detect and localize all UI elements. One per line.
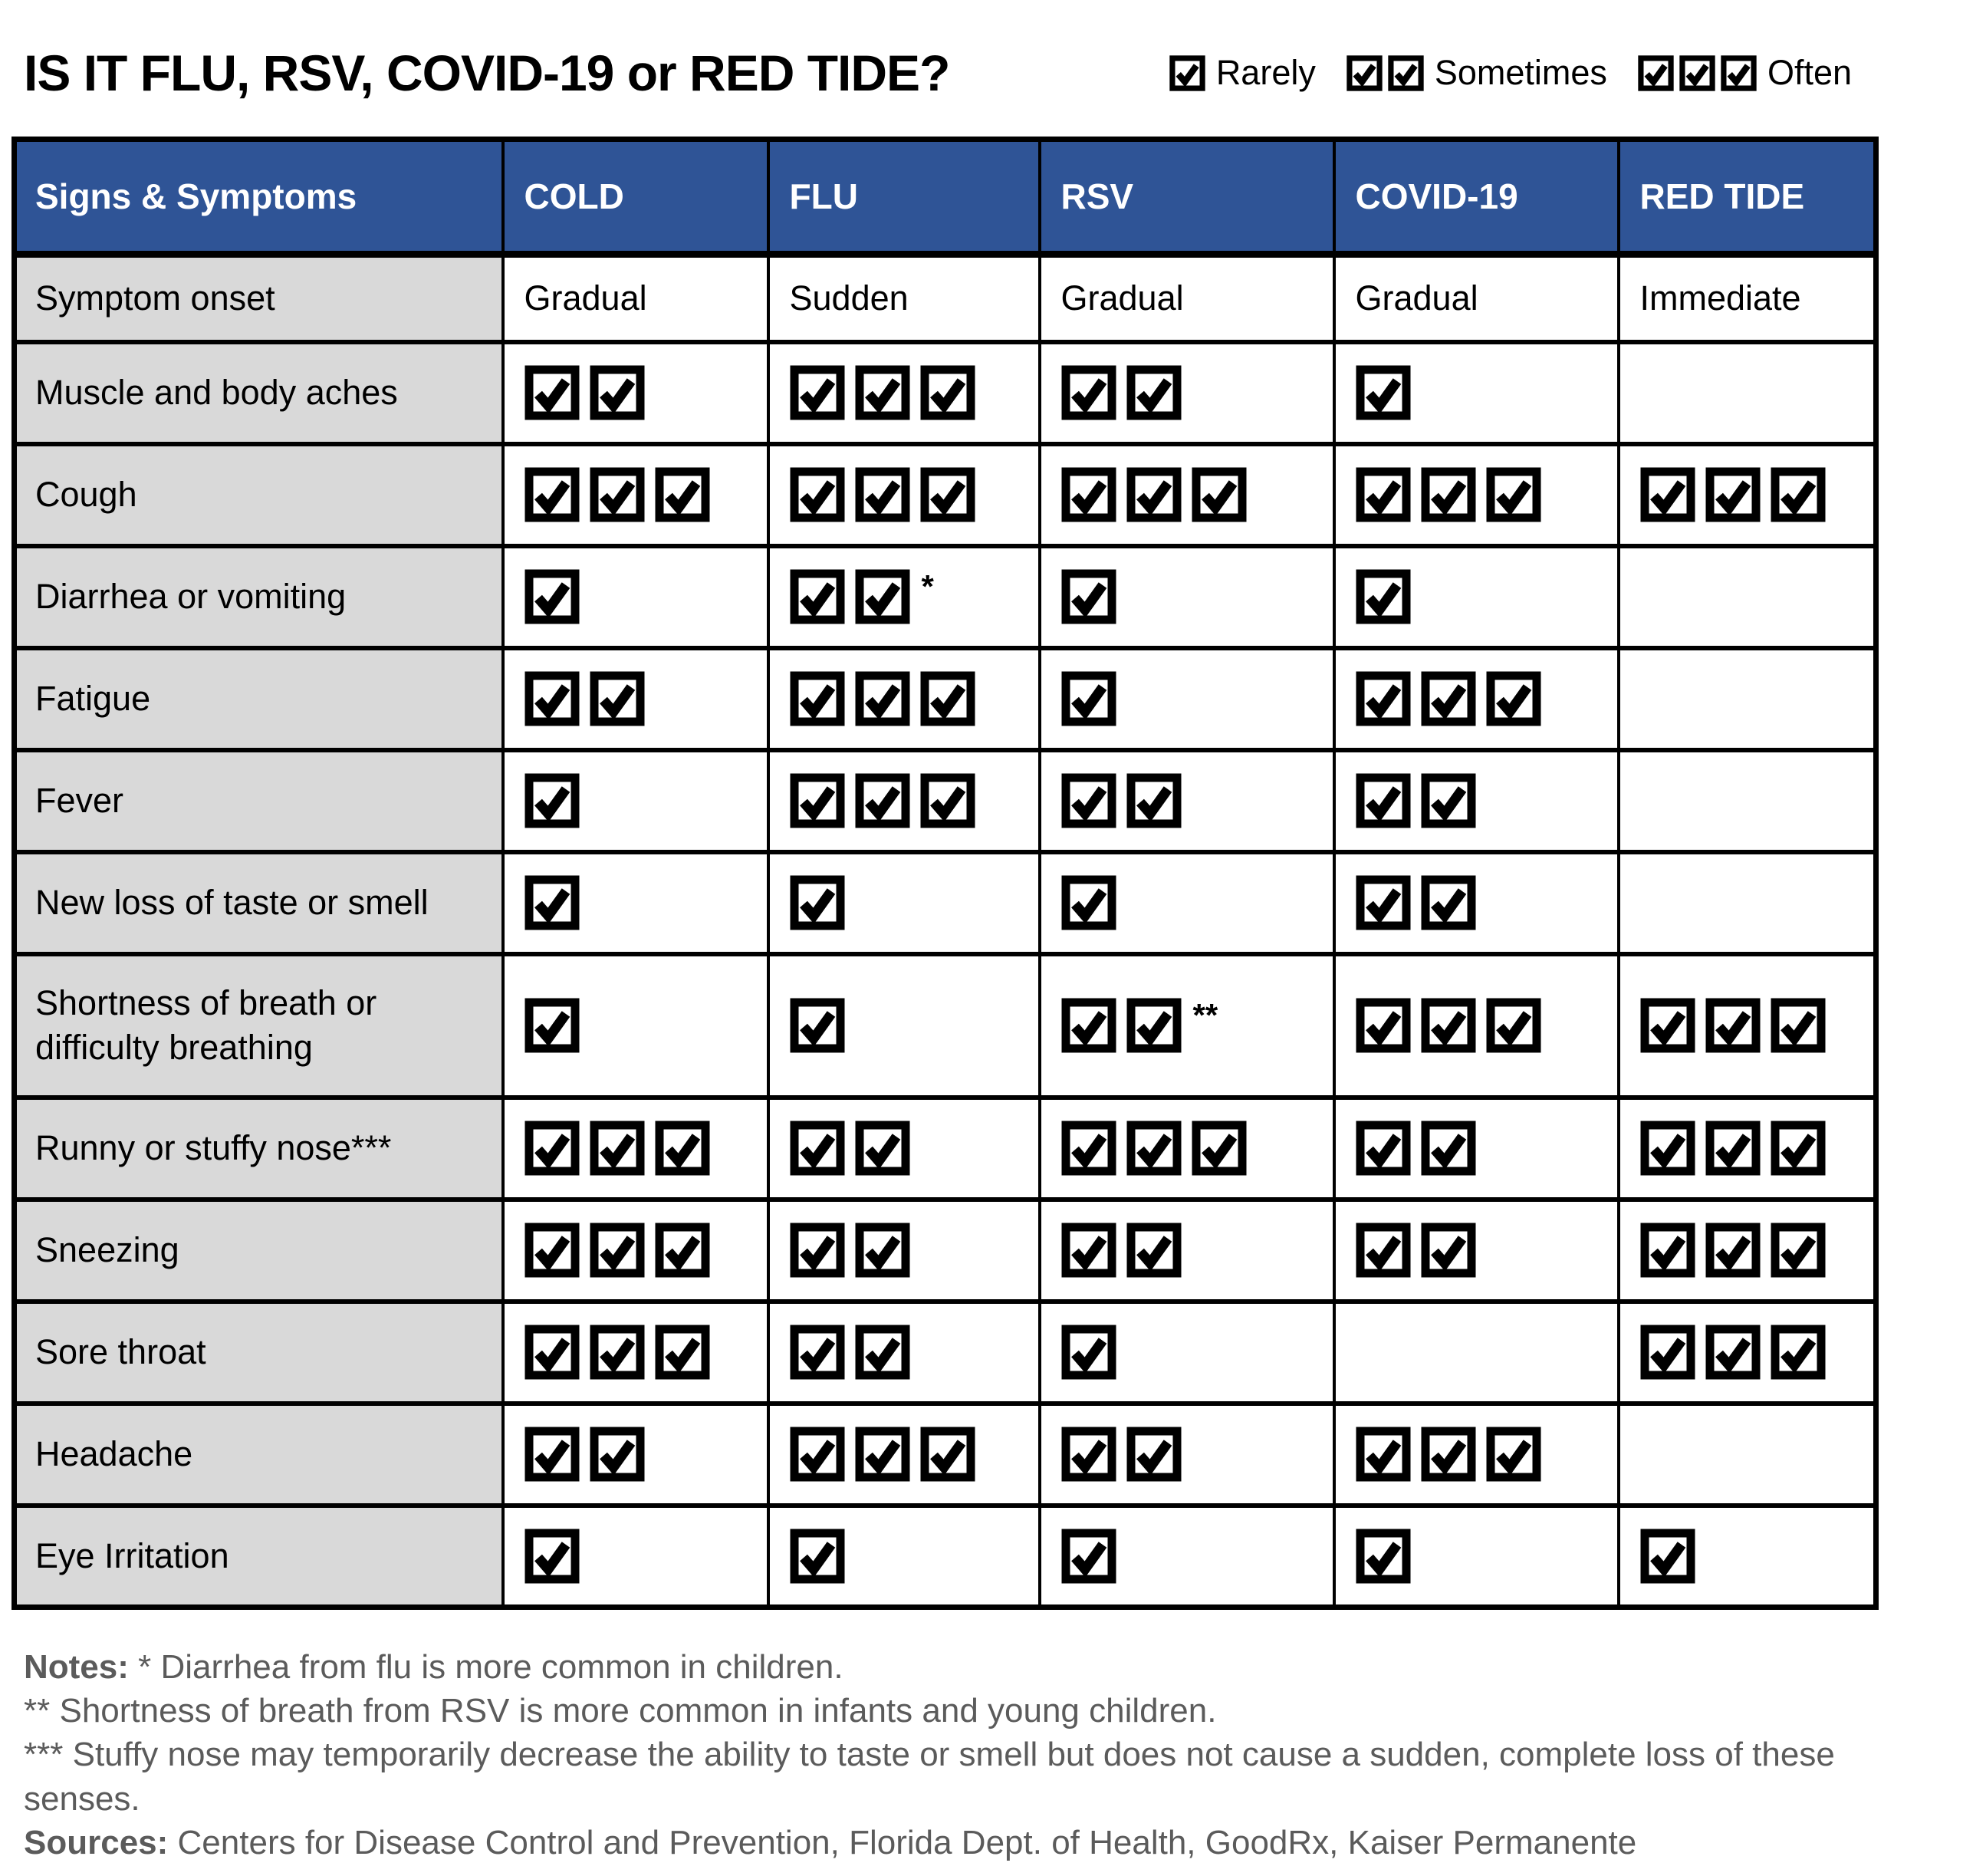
table-row: [15, 1098, 1876, 1200]
symptom-label: Shortness of breath or difficulty breathing: [15, 954, 503, 1098]
table-row: [15, 342, 1876, 444]
checkbox-checked-icon: [1638, 55, 1674, 91]
checkbox-checked-icon: [790, 875, 845, 930]
checkbox-checked-icon: [1061, 671, 1116, 726]
checkbox-rating: [1061, 875, 1333, 930]
rating-cell: [768, 852, 1040, 954]
checkbox-rating: [1640, 1223, 1874, 1278]
legend-label: Rarely: [1215, 53, 1316, 92]
checkbox-checked-icon: [590, 1121, 645, 1176]
symptom-onset-row: [15, 255, 1876, 342]
checkbox-rating: [524, 569, 767, 624]
checkbox-checked-icon: [1061, 875, 1116, 930]
column-header-covid19: COVID-19: [1334, 140, 1619, 255]
checkbox-rating: [1061, 773, 1333, 828]
symptom-label: Fatigue: [15, 648, 503, 750]
note-line-3: [24, 1733, 1864, 1820]
checkbox-checked-icon: [1640, 1529, 1695, 1584]
rating-cell: [1040, 342, 1334, 444]
notes-section: [24, 1645, 1864, 1864]
rating-cell: [768, 1506, 1040, 1608]
checkbox-rating: [1356, 1223, 1617, 1278]
legend-checkbox-group: [1638, 55, 1757, 91]
checkbox-checked-icon: [855, 1121, 910, 1176]
legend-item-often: [1638, 53, 1852, 93]
rating-cell: [1619, 1200, 1876, 1302]
checkbox-checked-icon: [790, 569, 845, 624]
checkbox-checked-icon: [1356, 671, 1411, 726]
page-title: IS IT FLU, RSV, COVID-19 or RED TIDE?: [24, 44, 950, 101]
rating-cell: [503, 1404, 768, 1506]
checkbox-rating: [1061, 467, 1333, 522]
symptom-label: Cough: [15, 444, 503, 546]
rating-cell: [1334, 1200, 1619, 1302]
checkbox-rating: [1356, 773, 1617, 828]
checkbox-checked-icon: [1126, 467, 1182, 522]
rating-cell: [768, 546, 1040, 648]
symptom-comparison-table: [12, 137, 1879, 1610]
checkbox-checked-icon: [1356, 1529, 1411, 1584]
note-line-1: [24, 1645, 1864, 1689]
legend-item-sometimes: [1346, 53, 1607, 93]
table-row: [15, 954, 1876, 1098]
checkbox-checked-icon: [1640, 1121, 1695, 1176]
rating-cell: [1619, 954, 1876, 1098]
rating-cell: [1040, 546, 1334, 648]
checkbox-checked-icon: [920, 365, 975, 420]
symptom-label: Sneezing: [15, 1200, 503, 1302]
table-row: [15, 648, 1876, 750]
checkbox-rating: [1061, 1529, 1333, 1584]
checkbox-checked-icon: [1486, 998, 1541, 1053]
checkbox-checked-icon: [1356, 467, 1411, 522]
checkbox-checked-icon: [855, 569, 910, 624]
rating-cell: [1619, 1506, 1876, 1608]
checkbox-checked-icon: [1705, 1223, 1761, 1278]
checkbox-rating: [790, 1427, 1038, 1482]
checkbox-checked-icon: [790, 365, 845, 420]
rating-cell: [1334, 1506, 1619, 1608]
rating-cell: [768, 1098, 1040, 1200]
checkbox-rating: [1356, 875, 1617, 930]
checkbox-rating: [1640, 1325, 1874, 1380]
rating-cell: [1040, 1506, 1334, 1608]
checkbox-checked-icon: [524, 1121, 580, 1176]
checkbox-checked-icon: [790, 1529, 845, 1584]
checkbox-rating: [790, 671, 1038, 726]
checkbox-rating: [1061, 1223, 1333, 1278]
checkbox-rating: [1356, 569, 1617, 624]
checkbox-checked-icon: [1421, 1121, 1476, 1176]
rating-cell: [1040, 750, 1334, 852]
checkbox-rating: [790, 467, 1038, 522]
checkbox-rating: [524, 773, 767, 828]
checkbox-rating: [790, 365, 1038, 420]
checkbox-checked-icon: [1421, 467, 1476, 522]
rating-cell: [1334, 852, 1619, 954]
checkbox-checked-icon: [1421, 773, 1476, 828]
checkbox-checked-icon: [855, 773, 910, 828]
table-header-row: [15, 140, 1876, 255]
rating-cell: [1619, 1098, 1876, 1200]
checkbox-checked-icon: [590, 1223, 645, 1278]
checkbox-checked-icon: [524, 569, 580, 624]
checkbox-rating: [790, 1529, 1038, 1584]
checkbox-checked-icon: [1346, 55, 1383, 91]
checkbox-checked-icon: [790, 1325, 845, 1380]
checkbox-checked-icon: [1192, 467, 1247, 522]
checkbox-checked-icon: [524, 998, 580, 1053]
rating-cell: [768, 648, 1040, 750]
checkbox-checked-icon: [524, 1325, 580, 1380]
checkbox-rating: [1061, 671, 1333, 726]
checkbox-checked-icon: [655, 467, 710, 522]
rating-cell: [503, 444, 768, 546]
checkbox-rating: [524, 1223, 767, 1278]
checkbox-checked-icon: [590, 1427, 645, 1482]
rating-cell: [1334, 342, 1619, 444]
column-header-cold: COLD: [503, 140, 768, 255]
frequency-legend: [1169, 53, 1852, 93]
checkbox-rating: [790, 998, 1038, 1053]
checkbox-checked-icon: [790, 773, 845, 828]
checkbox-checked-icon: [1192, 1121, 1247, 1176]
checkbox-checked-icon: [1126, 998, 1182, 1053]
checkbox-checked-icon: [524, 1529, 580, 1584]
table-row: [15, 1200, 1876, 1302]
checkbox-rating: [1061, 569, 1333, 624]
symptom-label: Diarrhea or vomiting: [15, 546, 503, 648]
rating-cell: [1040, 444, 1334, 546]
checkbox-rating: [1061, 1325, 1333, 1380]
checkbox-checked-icon: [1421, 1427, 1476, 1482]
checkbox-checked-icon: [590, 671, 645, 726]
rating-cell: [1334, 750, 1619, 852]
rating-cell: [1619, 852, 1876, 954]
checkbox-checked-icon: [1061, 773, 1116, 828]
rating-cell: [1619, 342, 1876, 444]
checkbox-checked-icon: [1771, 998, 1826, 1053]
symptom-label: Muscle and body aches: [15, 342, 503, 444]
rating-cell: [503, 852, 768, 954]
checkbox-rating: [1640, 1529, 1874, 1584]
rating-cell: [503, 1098, 768, 1200]
onset-value-cold: Gradual: [503, 255, 768, 342]
onset-value-covid19: Gradual: [1334, 255, 1619, 342]
checkbox-checked-icon: [1061, 365, 1116, 420]
checkbox-checked-icon: [1679, 55, 1715, 91]
checkbox-checked-icon: [1356, 1223, 1411, 1278]
checkbox-checked-icon: [920, 1427, 975, 1482]
checkbox-checked-icon: [790, 1427, 845, 1482]
checkbox-rating: [524, 875, 767, 930]
onset-value-red-tide: Immediate: [1619, 255, 1876, 342]
checkbox-checked-icon: [1169, 55, 1205, 91]
rating-cell: [1040, 1098, 1334, 1200]
checkbox-checked-icon: [1356, 1121, 1411, 1176]
symptom-label: Eye Irritation: [15, 1506, 503, 1608]
column-header-rsv: RSV: [1040, 140, 1334, 255]
checkbox-rating: [1640, 1121, 1874, 1176]
symptom-label: New loss of taste or smell: [15, 852, 503, 954]
checkbox-checked-icon: [855, 1427, 910, 1482]
checkbox-checked-icon: [590, 365, 645, 420]
checkbox-checked-icon: [1061, 569, 1116, 624]
checkbox-checked-icon: [1126, 1121, 1182, 1176]
checkbox-rating: [524, 1121, 767, 1176]
checkbox-checked-icon: [1705, 467, 1761, 522]
checkbox-checked-icon: [1061, 1529, 1116, 1584]
checkbox-rating: [524, 365, 767, 420]
checkbox-checked-icon: [1705, 998, 1761, 1053]
checkbox-checked-icon: [1421, 1223, 1476, 1278]
checkbox-checked-icon: [790, 467, 845, 522]
checkbox-checked-icon: [1126, 365, 1182, 420]
note-2-text: ** Shortness of breath from RSV is more common in infants and young children.: [24, 1692, 1217, 1730]
rating-cell: [768, 750, 1040, 852]
checkbox-checked-icon: [524, 773, 580, 828]
checkbox-checked-icon: [790, 1223, 845, 1278]
checkbox-checked-icon: [524, 875, 580, 930]
rating-cell: [1334, 1098, 1619, 1200]
rating-cell: [503, 1506, 768, 1608]
checkbox-checked-icon: [1126, 773, 1182, 828]
checkbox-checked-icon: [790, 998, 845, 1053]
footnote-marker: **: [1192, 997, 1218, 1033]
rating-cell: [1040, 1200, 1334, 1302]
checkbox-checked-icon: [1356, 998, 1411, 1053]
checkbox-checked-icon: [855, 365, 910, 420]
checkbox-checked-icon: [855, 1223, 910, 1278]
rating-cell: [768, 444, 1040, 546]
rating-cell: [1040, 954, 1334, 1098]
checkbox-checked-icon: [855, 467, 910, 522]
rating-cell: [1040, 1404, 1334, 1506]
checkbox-checked-icon: [1771, 467, 1826, 522]
notes-label: Notes:: [24, 1648, 129, 1686]
symptom-label: Sore throat: [15, 1302, 503, 1404]
checkbox-checked-icon: [1356, 365, 1411, 420]
rating-cell: [1619, 750, 1876, 852]
rating-cell: [1619, 648, 1876, 750]
checkbox-checked-icon: [920, 773, 975, 828]
checkbox-checked-icon: [524, 365, 580, 420]
checkbox-rating: [1356, 1121, 1617, 1176]
checkbox-checked-icon: [1486, 1427, 1541, 1482]
checkbox-checked-icon: [1356, 569, 1411, 624]
checkbox-checked-icon: [1421, 998, 1476, 1053]
checkbox-rating: [1061, 998, 1333, 1053]
checkbox-checked-icon: [1771, 1223, 1826, 1278]
checkbox-checked-icon: [1061, 467, 1116, 522]
rating-cell: [1334, 1404, 1619, 1506]
rating-cell: [1334, 648, 1619, 750]
checkbox-checked-icon: [1640, 467, 1695, 522]
rating-cell: [1619, 1302, 1876, 1404]
table-row: [15, 1404, 1876, 1506]
rating-cell: [1334, 954, 1619, 1098]
rating-cell: [1040, 648, 1334, 750]
checkbox-rating: [1356, 998, 1617, 1053]
symptom-label: Fever: [15, 750, 503, 852]
checkbox-checked-icon: [524, 671, 580, 726]
checkbox-checked-icon: [855, 1325, 910, 1380]
column-header-red-tide: RED TIDE: [1619, 140, 1876, 255]
rating-cell: [1334, 546, 1619, 648]
checkbox-rating: [524, 998, 767, 1053]
checkbox-rating: [524, 1427, 767, 1482]
rating-cell: [503, 342, 768, 444]
checkbox-checked-icon: [655, 1223, 710, 1278]
rating-cell: [768, 1404, 1040, 1506]
rating-cell: [1619, 444, 1876, 546]
rating-cell: [1334, 444, 1619, 546]
note-line-2: [24, 1689, 1864, 1733]
checkbox-rating: [790, 1325, 1038, 1380]
checkbox-checked-icon: [590, 467, 645, 522]
legend-label: Sometimes: [1434, 53, 1607, 92]
rating-cell: [1619, 1404, 1876, 1506]
checkbox-checked-icon: [1721, 55, 1757, 91]
checkbox-checked-icon: [1126, 1223, 1182, 1278]
checkbox-checked-icon: [524, 467, 580, 522]
rating-cell: [768, 342, 1040, 444]
rating-cell: [768, 1302, 1040, 1404]
column-header-flu: FLU: [768, 140, 1040, 255]
checkbox-checked-icon: [1771, 1121, 1826, 1176]
checkbox-checked-icon: [590, 1325, 645, 1380]
checkbox-checked-icon: [524, 1427, 580, 1482]
rating-cell: [503, 954, 768, 1098]
table-row: [15, 852, 1876, 954]
checkbox-checked-icon: [1061, 1427, 1116, 1482]
checkbox-checked-icon: [1705, 1121, 1761, 1176]
rating-cell: [1040, 1302, 1334, 1404]
rating-cell: [503, 546, 768, 648]
table-row: [15, 444, 1876, 546]
rating-cell: [503, 648, 768, 750]
checkbox-checked-icon: [1640, 1223, 1695, 1278]
checkbox-rating: [1640, 467, 1874, 522]
checkbox-checked-icon: [1356, 773, 1411, 828]
checkbox-checked-icon: [1486, 671, 1541, 726]
checkbox-rating: [1061, 365, 1333, 420]
table-row: [15, 1506, 1876, 1608]
checkbox-checked-icon: [1640, 998, 1695, 1053]
rating-cell: [768, 954, 1040, 1098]
checkbox-rating: [1061, 1427, 1333, 1482]
checkbox-rating: [1356, 671, 1617, 726]
checkbox-checked-icon: [920, 671, 975, 726]
rating-cell: [1619, 546, 1876, 648]
checkbox-rating: [1640, 998, 1874, 1053]
checkbox-checked-icon: [1486, 467, 1541, 522]
checkbox-rating: [1356, 365, 1617, 420]
rating-cell: [1040, 852, 1334, 954]
table-row: [15, 1302, 1876, 1404]
rating-cell: [503, 1200, 768, 1302]
checkbox-checked-icon: [655, 1121, 710, 1176]
checkbox-rating: [1356, 467, 1617, 522]
note-1-text: * Diarrhea from flu is more common in children.: [138, 1648, 843, 1686]
checkbox-checked-icon: [1388, 55, 1424, 91]
checkbox-checked-icon: [1061, 1325, 1116, 1380]
checkbox-rating: [790, 1223, 1038, 1278]
checkbox-checked-icon: [1126, 1427, 1182, 1482]
checkbox-checked-icon: [1356, 875, 1411, 930]
checkbox-rating: [1061, 1121, 1333, 1176]
checkbox-checked-icon: [1421, 671, 1476, 726]
checkbox-checked-icon: [1061, 998, 1116, 1053]
checkbox-checked-icon: [855, 671, 910, 726]
infographic-page: [0, 31, 1963, 1864]
checkbox-checked-icon: [790, 671, 845, 726]
legend-checkbox-group: [1346, 55, 1424, 91]
legend-item-rarely: [1169, 53, 1316, 93]
checkbox-rating: [790, 1121, 1038, 1176]
checkbox-checked-icon: [790, 1121, 845, 1176]
table-row: [15, 750, 1876, 852]
checkbox-checked-icon: [1061, 1121, 1116, 1176]
column-header-signs-symptoms: Signs & Symptoms: [15, 140, 503, 255]
legend-checkbox-group: [1169, 55, 1205, 91]
footnote-marker: *: [921, 568, 934, 604]
symptom-label: Runny or stuffy nose***: [15, 1098, 503, 1200]
legend-label: Often: [1767, 53, 1852, 92]
checkbox-rating: [790, 569, 1038, 624]
sources-label: Sources:: [24, 1823, 169, 1861]
checkbox-rating: [1356, 1529, 1617, 1584]
note-3-text: *** Stuffy nose may temporarily decrease the ability to taste or smell but does not cause a sudden, complete loss of these senses.: [24, 1736, 1835, 1818]
rating-cell: [1334, 1302, 1619, 1404]
rating-cell: [503, 1302, 768, 1404]
checkbox-rating: [524, 1325, 767, 1380]
checkbox-checked-icon: [1640, 1325, 1695, 1380]
onset-value-flu: Sudden: [768, 255, 1040, 342]
checkbox-checked-icon: [655, 1325, 710, 1380]
table-row: [15, 546, 1876, 648]
checkbox-checked-icon: [1771, 1325, 1826, 1380]
checkbox-checked-icon: [920, 467, 975, 522]
checkbox-checked-icon: [1421, 875, 1476, 930]
top-bar: [12, 31, 1873, 115]
sources-line: [24, 1821, 1864, 1864]
checkbox-checked-icon: [1705, 1325, 1761, 1380]
checkbox-rating: [524, 467, 767, 522]
checkbox-rating: [524, 1529, 767, 1584]
checkbox-checked-icon: [1356, 1427, 1411, 1482]
onset-value-rsv: Gradual: [1040, 255, 1334, 342]
rating-cell: [768, 1200, 1040, 1302]
symptom-label: Headache: [15, 1404, 503, 1506]
rating-cell: [503, 750, 768, 852]
checkbox-rating: [790, 875, 1038, 930]
checkbox-checked-icon: [1061, 1223, 1116, 1278]
checkbox-rating: [1356, 1427, 1617, 1482]
sources-text: Centers for Disease Control and Prevention, Florida Dept. of Health, GoodRx, Kaiser Permanente: [177, 1823, 1637, 1861]
symptom-label: Symptom onset: [15, 255, 503, 342]
checkbox-checked-icon: [524, 1223, 580, 1278]
checkbox-rating: [524, 671, 767, 726]
checkbox-rating: [790, 773, 1038, 828]
